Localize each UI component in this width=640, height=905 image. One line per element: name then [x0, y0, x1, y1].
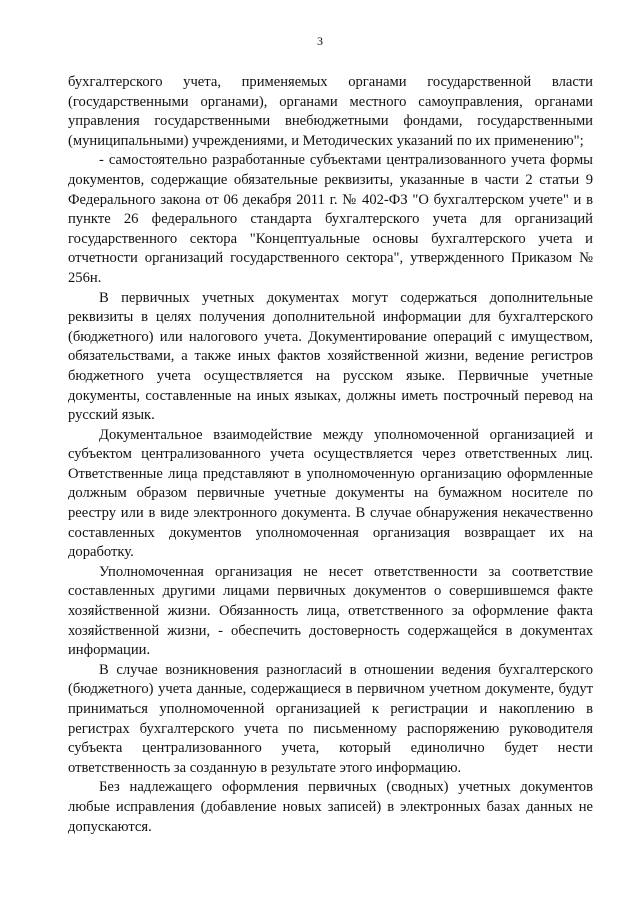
- page-number: 3: [317, 34, 323, 48]
- paragraph-self-developed-forms: - самостоятельно разработанные субъектами централизованного учета формы документов, содержащие обязательные реквизиты, указанные в части 2 статьи 9 Федерального закона от 06 декабря 2011 г. № 402-ФЗ "О бухгалтерском учете" и в пункте 26 федерального стандарта бухгалтерского учета для организаций государственного сектора "Концептуальные основы бухгалтерского учета и отчетности организаций государственного сектора", утвержденного Приказом № 256н.: [68, 152, 593, 286]
- paragraph-additional-requisites: В первичных учетных документах могут содержаться дополнительные реквизиты в целях получения дополнительной информации для бухгалтерского (бюджетного) или налогового учета. Документирование операций с имуществом, обязательствами, а также иных фактов хозяйственной жизни, ведение регистров бюджетного учета осуществляется на русском языке. Первичные учетные документы, составленные на иных языках, должны иметь построчный перевод на русский язык.: [68, 289, 593, 424]
- document-body: [68, 73, 593, 837]
- paragraph-document-interaction: Документальное взаимодействие между уполномоченной организацией и субъектом централизованного учета осуществляется через ответственных лиц. Ответственные лица представляют в уполномоченную организацию оформленные должным образом первичные учетные документы на бумажном носителе по реестру или в виде электронного документа. В случае обнаружения некачественно составленных документов уполномоченная организация возвращает их на доработку.: [68, 426, 593, 561]
- paragraph-continuation: бухгалтерского учета, применяемых органами государственной власти (государственными органами), органами местного самоуправления, органами управления государственными внебюджетными фондами, государственными (муниципальными) учреждениями, и Методических указаний по их применению";: [68, 74, 593, 149]
- paragraph-corrections: Без надлежащего оформления первичных (сводных) учетных документов любые исправления (добавление новых записей) в электронных базах данных не допускаются.: [68, 779, 593, 835]
- paragraph-responsibility: Уполномоченная организация не несет ответственности за соответствие составленных другими лицами первичных документов о совершившемся факте хозяйственной жизни. Обязанность лица, ответственного за оформление факта хозяйственной жизни, - обеспечить достоверность содержащейся в документах информации.: [68, 563, 593, 659]
- paragraph-disagreements: В случае возникновения разногласий в отношении ведения бухгалтерского (бюджетного) учета данные, содержащиеся в первичном учетном документе, будут приниматься уполномоченной организацией к регистрации и накоплению в регистрах бухгалтерского учета по письменному распоряжению руководителя субъекта централизованного учета, который единолично будет нести ответственность за созданную в результате этого информацию.: [68, 661, 593, 776]
